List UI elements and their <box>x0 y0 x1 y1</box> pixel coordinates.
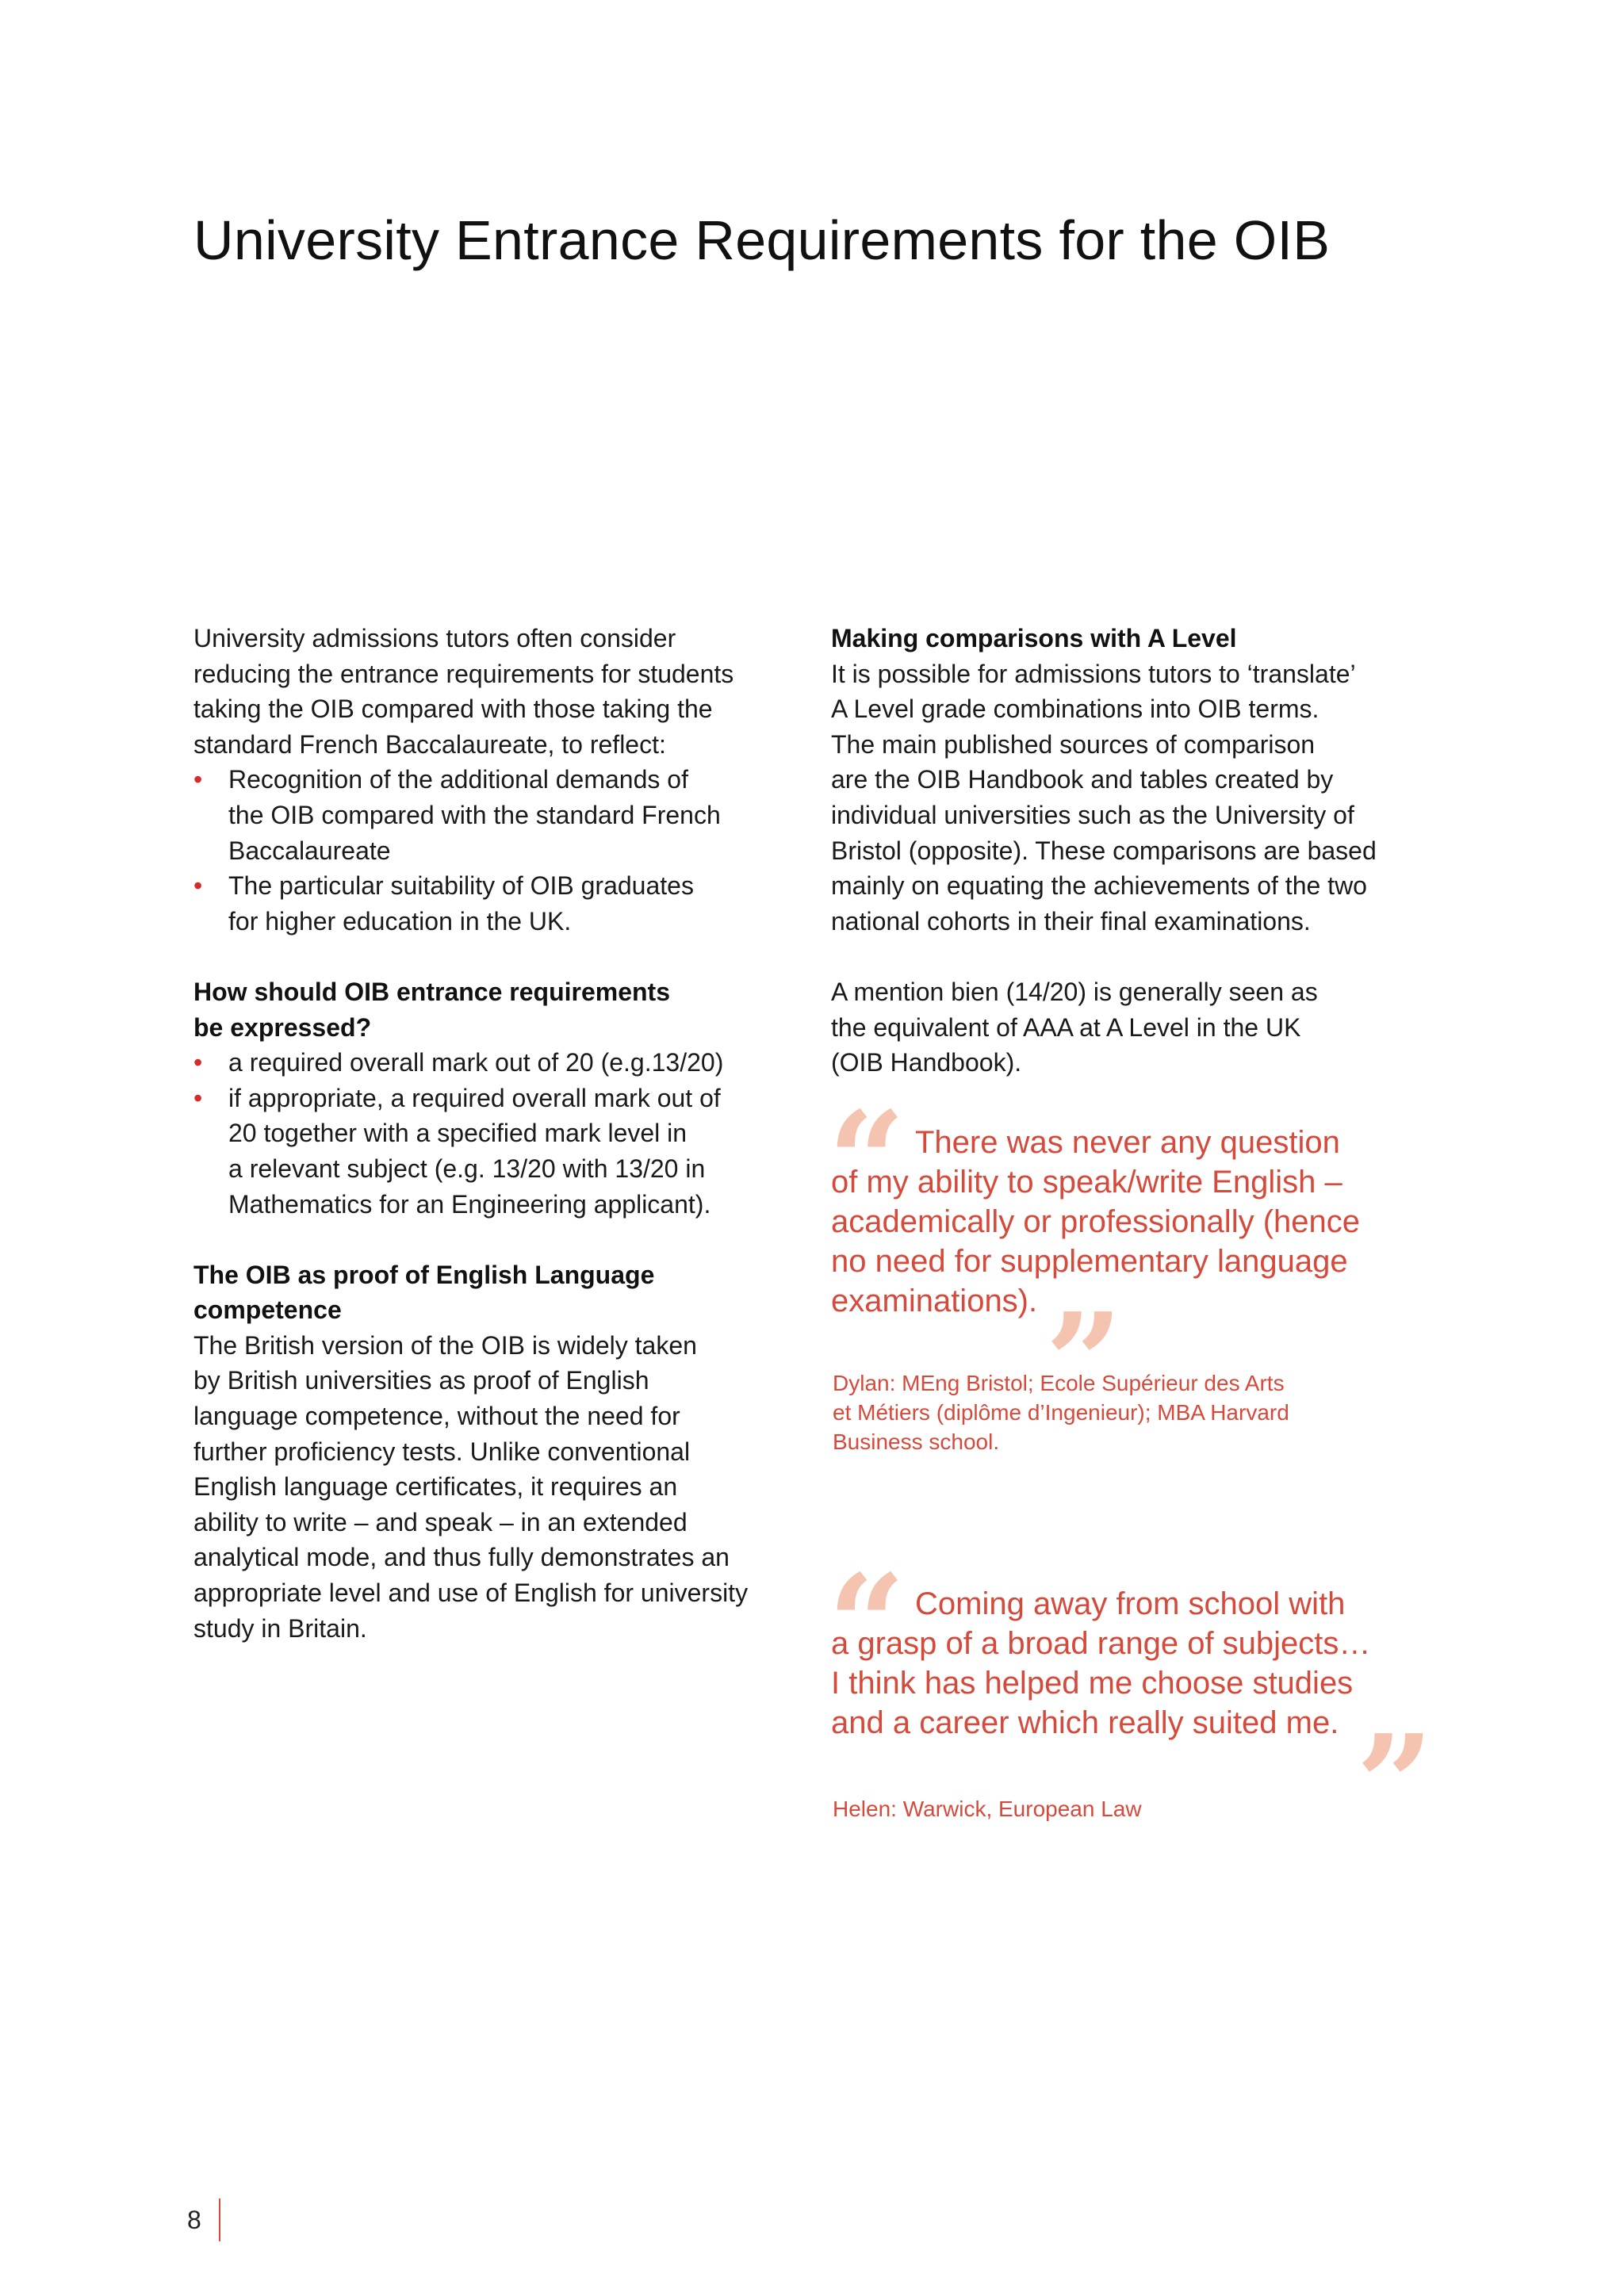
left-column <box>193 621 796 1646</box>
close-quote-icon: ” <box>1356 1705 1434 1864</box>
english-paragraph: The British version of the OIB is widely taken by British universities as proof of English language competence, without the need for further proficiency tests. Unlike conventional English language certificates, it requires an ability to write – and speak – in an extended analytical mode, and thus fully demonstrates an appropriate level and use of English for university study in Britain. <box>193 1330 749 1643</box>
expressed-heading: How should OIB entrance requirements be expressed? <box>193 977 670 1042</box>
list-item: • if appropriate, a required overall mark out of 20 together with a specified mark level in a relevant subject (e.g. 13/20 with 13/20 in Mathematics for an Engineering applicant). <box>193 1081 796 1222</box>
open-quote-icon: “ <box>828 1545 906 1704</box>
quote-attribution: Dylan: MEng Bristol; Ecole Supérieur des Arts et Métiers (diplôme d’Ingenieur); MBA Harvard Business school. <box>833 1371 1289 1454</box>
right-column <box>831 621 1434 1081</box>
page-number: 8 <box>187 2206 201 2234</box>
list-item: • The particular suitability of OIB graduates for higher education in the UK. <box>193 868 796 939</box>
english-heading: The OIB as proof of English Language competence <box>193 1260 655 1325</box>
expressed-bullet-list <box>193 1045 796 1222</box>
bullet-dot-icon: • <box>193 765 203 794</box>
quote-text: Coming away from school with a grasp of a broad range of subjects… I think has helped me choose studies and a career which really suited me. <box>831 1586 1371 1740</box>
list-item: • a required overall mark out of 20 (e.g.13/20) <box>193 1045 796 1081</box>
bullet-dot-icon: • <box>193 1048 203 1077</box>
bullet-dot-icon: • <box>193 1083 203 1112</box>
quote-text: There was never any question of my ability to speak/write English – academically or professionally (hence no need for supplementary language examinations). <box>831 1125 1360 1318</box>
close-quote-icon: ” <box>1045 1284 1123 1442</box>
bullet-dot-icon: • <box>193 871 203 901</box>
paragraph-gap <box>193 939 796 974</box>
mention-paragraph: A mention bien (14/20) is generally seen as the equivalent of AAA at A Level in the UK (OIB Handbook). <box>831 977 1318 1077</box>
comparisons-paragraph: It is possible for admissions tutors to ‘translate’ A Level grade combinations into OIB terms. The main published sources of comparison are the OIB Handbook and tables created by individual universities such as the University of Bristol (opposite). These comparisons are based mainly on equating the achievements of the two national cohorts in their final examinations. <box>831 659 1377 936</box>
footer-divider <box>219 2198 220 2241</box>
paragraph-gap <box>831 939 1434 974</box>
open-quote-icon: “ <box>828 1082 906 1241</box>
reflect-bullet-list <box>193 762 796 939</box>
paragraph-gap <box>193 1222 796 1257</box>
comparisons-heading: Making comparisons with A Level <box>831 624 1237 652</box>
intro-paragraph: University admissions tutors often consider reducing the entrance requirements for students taking the OIB compared with those taking the standard French Baccalaureate, to reflect: <box>193 624 734 759</box>
list-item: • Recognition of the additional demands of the OIB compared with the standard French Baccalaureate <box>193 762 796 868</box>
page-footer <box>187 2198 220 2241</box>
page-title: University Entrance Requirements for the OIB <box>193 209 1331 271</box>
quote-attribution: Helen: Warwick, European Law <box>833 1797 1142 1821</box>
